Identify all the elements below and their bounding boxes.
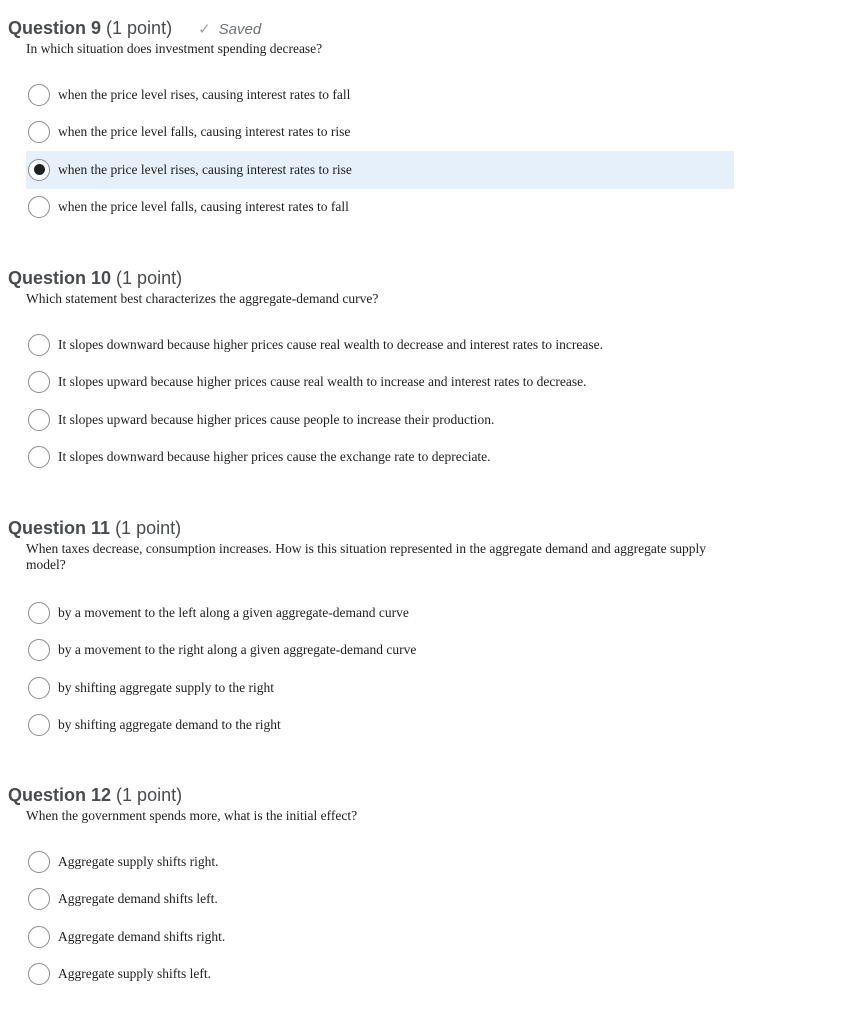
- answer-option-label[interactable]: by shifting aggregate supply to the right: [58, 679, 274, 695]
- answer-option-label[interactable]: It slopes upward because higher prices cause people to increase their production.: [58, 411, 495, 427]
- question-number: Question 11: [8, 518, 111, 538]
- answer-option[interactable]: [26, 326, 734, 364]
- radio-button[interactable]: [28, 926, 50, 948]
- radio-button[interactable]: [28, 602, 50, 624]
- answer-option-label[interactable]: Aggregate supply shifts right.: [58, 853, 219, 869]
- radio-button[interactable]: [28, 334, 50, 356]
- question-number: Question 12: [8, 785, 112, 805]
- question-text: When taxes decrease, consumption increases. How is this situation represented in the aggregate demand and aggregate supply model?: [26, 541, 707, 572]
- radio-button[interactable]: [28, 196, 50, 218]
- answer-option-label[interactable]: when the price level falls, causing interest rates to fall: [58, 199, 349, 215]
- question-text: In which situation does investment spending decrease?: [26, 41, 323, 56]
- radio-button[interactable]: [28, 888, 50, 910]
- question-heading: [8, 783, 182, 807]
- answer-option[interactable]: [26, 114, 734, 152]
- answer-option[interactable]: [26, 439, 734, 477]
- question-points: (1 point): [106, 18, 173, 38]
- question-heading: [8, 16, 261, 40]
- answer-option[interactable]: [26, 881, 734, 919]
- answer-option[interactable]: [26, 669, 734, 707]
- saved-label: Saved: [218, 21, 262, 38]
- answer-option[interactable]: [26, 76, 734, 114]
- answer-option-label[interactable]: It slopes downward because higher prices cause real wealth to decrease and interest rates to increase.: [58, 336, 604, 352]
- answer-option-label[interactable]: when the price level rises, causing interest rates to fall: [58, 86, 351, 102]
- answer-option[interactable]: [26, 632, 734, 670]
- answer-option[interactable]: [26, 594, 734, 632]
- radio-button[interactable]: [28, 409, 50, 431]
- question-heading: [8, 266, 182, 290]
- answer-option[interactable]: [26, 843, 734, 881]
- answer-options: [26, 594, 734, 744]
- question-points: (1 point): [116, 268, 183, 288]
- answer-option-label[interactable]: Aggregate demand shifts right.: [58, 928, 226, 944]
- question-points: (1 point): [115, 518, 182, 538]
- question-text: When the government spends more, what is the initial effect?: [26, 808, 358, 823]
- answer-option[interactable]: [26, 151, 734, 189]
- answer-option-label[interactable]: It slopes downward because higher prices cause the exchange rate to depreciate.: [58, 449, 491, 465]
- question-number: Question 9: [8, 18, 102, 38]
- answer-option[interactable]: [26, 918, 734, 956]
- question-number: Question 10: [8, 268, 112, 288]
- answer-option[interactable]: [26, 707, 734, 745]
- answer-option[interactable]: [26, 364, 734, 402]
- radio-selected-dot: [34, 164, 45, 175]
- answer-option-label[interactable]: by shifting aggregate demand to the right: [58, 717, 281, 733]
- answer-option-label[interactable]: by a movement to the right along a given aggregate-demand curve: [58, 642, 417, 658]
- answer-options: [26, 843, 734, 993]
- radio-button[interactable]: [28, 851, 50, 873]
- radio-button[interactable]: [28, 371, 50, 393]
- answer-option[interactable]: [26, 189, 734, 227]
- answer-option[interactable]: [26, 401, 734, 439]
- question-points: (1 point): [116, 785, 183, 805]
- radio-button[interactable]: [28, 84, 50, 106]
- answer-option-label[interactable]: Aggregate supply shifts left.: [58, 966, 211, 982]
- answer-option-label[interactable]: by a movement to the left along a given aggregate-demand curve: [58, 604, 409, 620]
- radio-button[interactable]: [28, 677, 50, 699]
- checkmark-icon: ✓: [198, 21, 211, 38]
- answer-option-label[interactable]: It slopes upward because higher prices cause real wealth to increase and interest rates to decrease.: [58, 374, 587, 390]
- answer-options: [26, 76, 734, 226]
- answer-option[interactable]: [26, 956, 734, 994]
- radio-button[interactable]: [28, 714, 50, 736]
- question-text: Which statement best characterizes the aggregate-demand curve?: [26, 291, 379, 306]
- radio-button[interactable]: [28, 446, 50, 468]
- saved-status: [198, 18, 261, 42]
- radio-button[interactable]: [28, 159, 50, 181]
- radio-button[interactable]: [28, 639, 50, 661]
- answer-options: [26, 326, 734, 476]
- answer-option-label[interactable]: Aggregate demand shifts left.: [58, 891, 218, 907]
- radio-button[interactable]: [28, 121, 50, 143]
- answer-option-label[interactable]: when the price level falls, causing interest rates to rise: [58, 124, 351, 140]
- radio-button[interactable]: [28, 963, 50, 985]
- question-heading: [8, 516, 181, 540]
- answer-option-label[interactable]: when the price level rises, causing interest rates to rise: [58, 161, 352, 177]
